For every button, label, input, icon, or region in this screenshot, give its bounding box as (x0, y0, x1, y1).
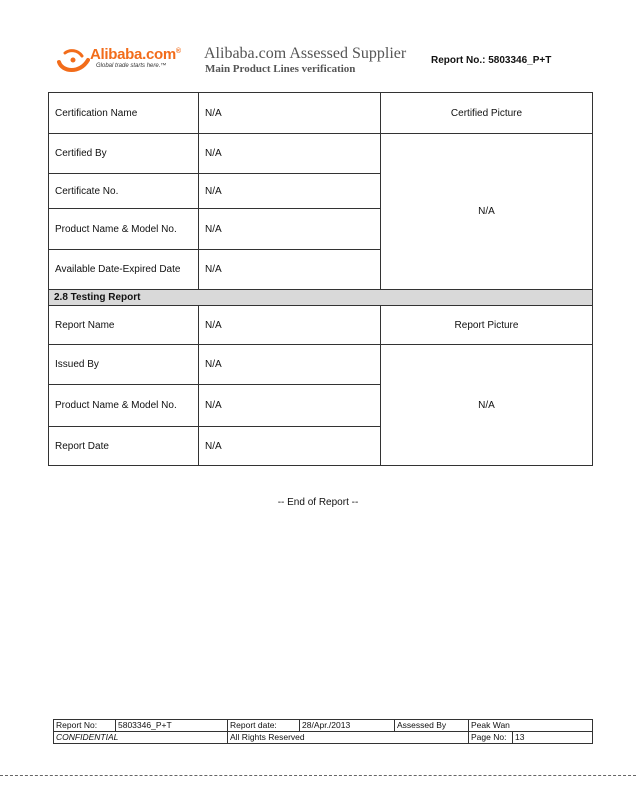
footer-page-no-value: 13 (513, 732, 593, 744)
table-row (49, 93, 593, 134)
footer-row (54, 720, 593, 732)
cert-value: N/A (199, 134, 381, 174)
logo-tagline: Global trade starts here.™ (96, 63, 167, 69)
cert-value: N/A (199, 174, 381, 209)
footer-assessed-by-label: Assessed By (395, 720, 469, 732)
report-number: Report No.: 5803346_P+T (431, 55, 552, 66)
test-label: Issued By (49, 345, 199, 385)
footer-row (54, 732, 593, 744)
footer-rights: All Rights Reserved (228, 732, 469, 744)
table-row (49, 306, 593, 345)
page-header (0, 0, 636, 90)
footer-confidential: CONFIDENTIAL (54, 732, 228, 744)
verification-table (48, 92, 593, 466)
test-label: Report Date (49, 427, 199, 466)
test-value: N/A (199, 306, 381, 345)
cert-label: Certified By (49, 134, 199, 174)
page-footer (53, 719, 593, 744)
document-title: Alibaba.com Assessed Supplier (204, 45, 407, 62)
test-picture-value: N/A (381, 345, 593, 466)
test-value: N/A (199, 345, 381, 385)
end-of-report: -- End of Report -- (277, 497, 359, 508)
cert-label: Certificate No. (49, 174, 199, 209)
table-row (49, 345, 593, 385)
test-label: Product Name & Model No. (49, 385, 199, 427)
test-value: N/A (199, 427, 381, 466)
test-label: Report Name (49, 306, 199, 345)
document-subtitle: Main Product Lines verification (205, 63, 356, 75)
section-header-row (49, 290, 593, 306)
cert-value: N/A (199, 93, 381, 134)
footer-page-no-label: Page No: (469, 732, 513, 744)
alibaba-logo (56, 46, 186, 80)
footer-report-date-label: Report date: (228, 720, 300, 732)
cert-value: N/A (199, 250, 381, 290)
cert-picture-value: N/A (381, 134, 593, 290)
footer-report-no-value: 5803346_P+T (116, 720, 228, 732)
test-value: N/A (199, 385, 381, 427)
cert-label: Certification Name (49, 93, 199, 134)
alibaba-smile-icon (56, 48, 90, 74)
cert-value: N/A (199, 209, 381, 250)
page-break-divider (0, 775, 636, 776)
logo-brand: Alibaba.com® (90, 46, 181, 63)
cert-label: Available Date-Expired Date (49, 250, 199, 290)
cert-picture-header: Certified Picture (381, 93, 593, 134)
cert-label: Product Name & Model No. (49, 209, 199, 250)
test-picture-header: Report Picture (381, 306, 593, 345)
table-row (49, 134, 593, 174)
footer-report-no-label: Report No: (54, 720, 116, 732)
section-title: 2.8 Testing Report (49, 290, 593, 306)
footer-report-date-value: 28/Apr./2013 (300, 720, 395, 732)
footer-assessed-by-value: Peak Wan (469, 720, 593, 732)
